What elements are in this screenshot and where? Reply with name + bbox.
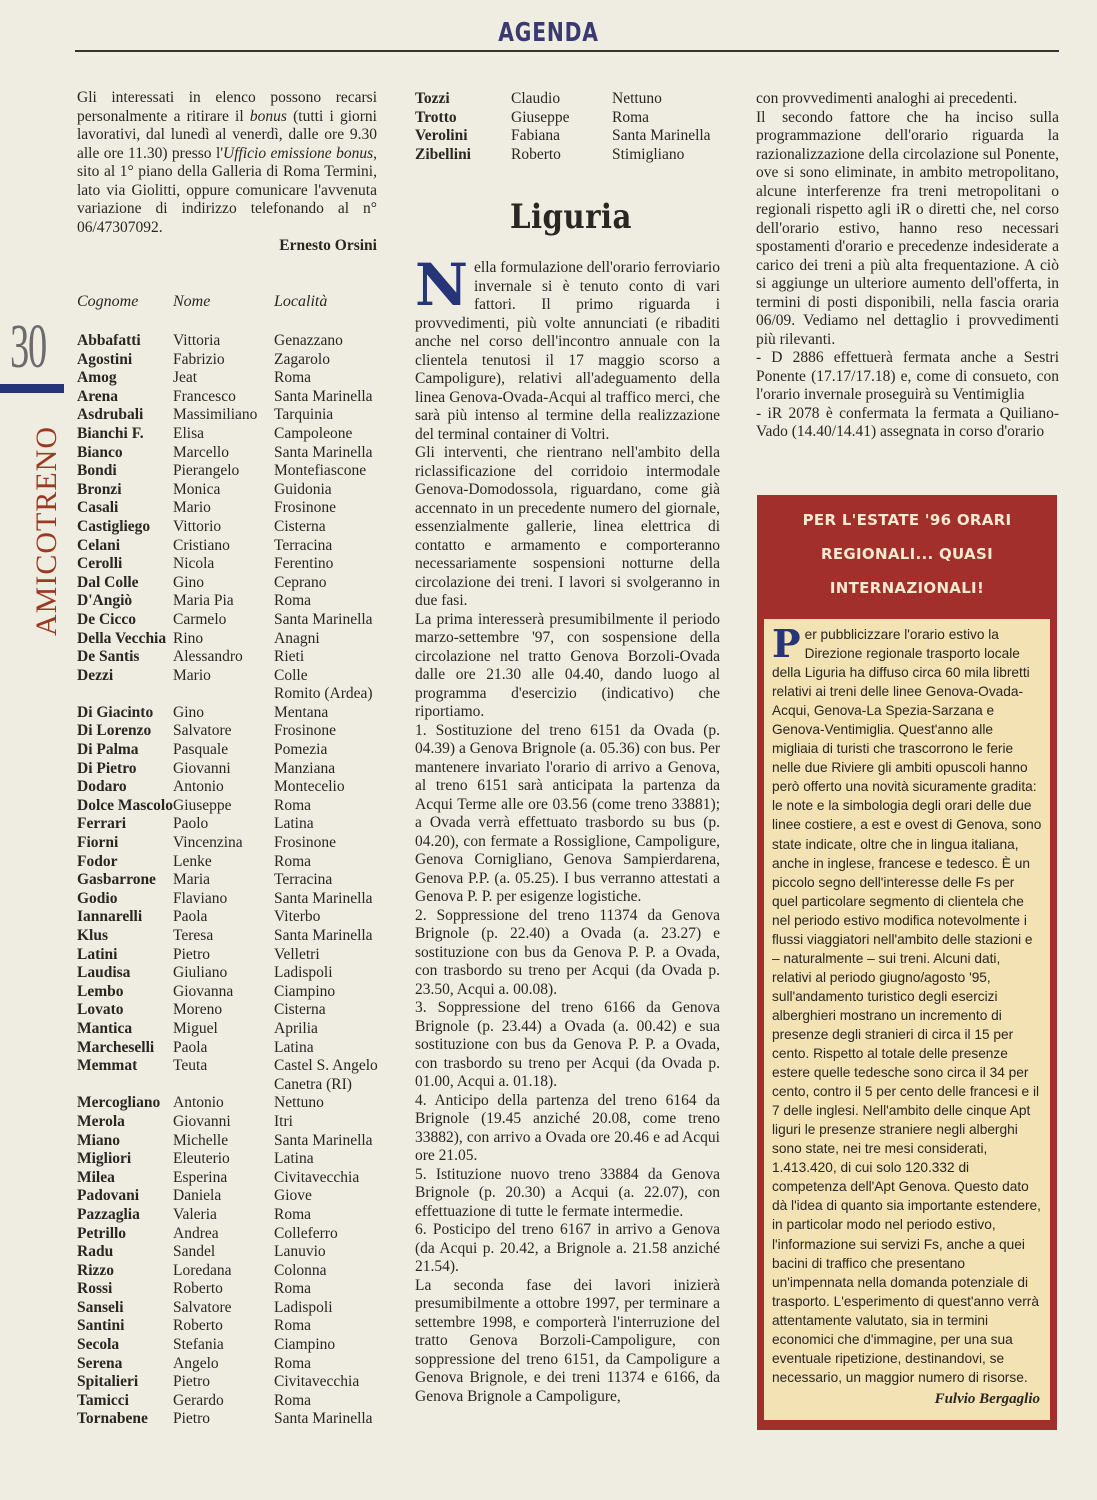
table-row [77, 946, 377, 965]
place-cell: Mentana [274, 703, 329, 721]
intro-text-c: , sito al 1° piano della Galleria di Roma Termini, lato via Giolitti, oppure comunicare l'avvenuta variazione di indirizzo telefonando al n° 06/47307092. [77, 144, 377, 236]
table-row [77, 983, 377, 1002]
name-cell: Vincenzina [173, 834, 243, 852]
intro-office: Ufficio emissione bonus [223, 144, 374, 162]
article-paragraph: 5. Istituzione nuovo treno 33884 da Genova Brignole (p. 20.30) a Acqui (a. 22.07), con effettuazione di tutte le fermate intermedie. [415, 1165, 720, 1220]
surname-cell: Lovato [77, 1001, 124, 1019]
name-cell: Elisa [173, 424, 204, 442]
surname-cell: Lembo [77, 982, 124, 1000]
article-paragraph: Il secondo fattore che ha inciso sulla programmazione dell'orario riguarda la razionalizzazione della circolazione sul Ponente, ove si sono eliminate, in ambito metropolitano, alcune interferenze fra treni metropolitani o regionali rispetto agli iR o diretti che, nel corso dell'orario estivo, hanno reso necessari spostamenti d'orario e precedenze indesiderate a carico dei treni a più alta frequentazione. A ciò si aggiunge un ulteriore aumento dell'offerta, in termini di posti disponibili, nella fascia oraria 06/09. Vediamo nel dettaglio i provvedimenti più rilevanti. [756, 108, 1059, 348]
place-cell: Roma [274, 1317, 312, 1335]
place-cell: Terracina [274, 536, 333, 554]
article-paragraph: 2. Soppressione del treno 11374 da Genova Brignole (p. 22.40) a Ovada (a. 23.27) e sostituzione con bus da Genova P. P. a Ovada, con trasbordo su treno per Acqui (da Ovada p. 23.50, Acqui a. 00.08). [415, 906, 720, 998]
table-row [77, 369, 377, 388]
name-cell: Monica [173, 480, 221, 498]
place-cell: Roma [274, 1280, 312, 1298]
place-cell: Tarquinia [274, 406, 334, 424]
surname-cell: Zibellini [415, 145, 471, 163]
box-title [757, 503, 1057, 605]
place-cell: Frosinone [274, 722, 336, 740]
place-cell: Castel S. Angelo [274, 1057, 378, 1075]
surname-cell: Santini [77, 1317, 125, 1335]
place-cell: Santa Marinella [274, 889, 373, 907]
place-cell: Campoleone [274, 424, 353, 442]
place-cell: Civitavecchia [274, 1168, 360, 1186]
table-row [77, 1392, 377, 1411]
surname-cell: Milea [77, 1168, 115, 1186]
name-cell: Lenke [173, 852, 212, 870]
box-title-line: REGIONALI... QUASI [821, 545, 993, 563]
surname-cell: Castigliego [77, 517, 151, 535]
table-row [77, 1094, 377, 1113]
table-row [415, 90, 725, 109]
table-row [77, 1206, 377, 1225]
name-cell: Paolo [173, 815, 209, 833]
table-row [77, 1169, 377, 1188]
place-cell: Colleferro [274, 1224, 338, 1242]
table-row [77, 815, 377, 834]
place-cell: Lanuvio [274, 1243, 326, 1261]
table-row [77, 1113, 377, 1132]
intro-text-a: Gli interessati in elenco possono recarsi personalmente a ritirare il [77, 89, 377, 125]
name-cell: Loredana [173, 1261, 232, 1279]
place-cell: Aprilia [274, 1019, 318, 1037]
table-row [77, 630, 377, 649]
table-row [77, 518, 377, 537]
people-list-continued [415, 90, 725, 164]
table-row [77, 351, 377, 370]
name-cell: Carmelo [173, 610, 227, 628]
place-cell: Montecelio [274, 778, 345, 796]
surname-cell: Della Vecchia [77, 629, 167, 647]
table-row [77, 499, 377, 518]
surname-cell: Di Giacinto [77, 703, 154, 721]
name-cell: Gerardo [173, 1391, 224, 1409]
header-surname: Cognome [77, 293, 139, 310]
surname-cell: Di Palma [77, 741, 139, 759]
name-cell: Giuseppe [511, 108, 570, 126]
surname-cell: Migliori [77, 1150, 132, 1168]
surname-cell: Arena [77, 387, 119, 405]
surname-cell: Marcheselli [77, 1038, 155, 1056]
table-row [77, 555, 377, 574]
box-dropcap: P [772, 621, 801, 666]
place-cell: Terracina [274, 871, 333, 889]
box-body [764, 619, 1050, 1420]
surname-cell: D'Angiò [77, 592, 133, 610]
name-cell: Salvatore [173, 1298, 232, 1316]
surname-cell: Serena [77, 1354, 123, 1372]
table-row [77, 592, 377, 611]
table-row [77, 462, 377, 481]
article-paragraph: Gli interventi, che rientrano nell'ambito della riclassificazione del corridoio intermodale Genova-Domodossola, riguardano, come già accennato in un precedente numero del giornale, essenzialmente gallerie, linea elettrica di contatto e armamento e comporteranno necessariamente sospensioni notturne della circolazione dei treni. I lavori si svolgeranno in due fasi. [415, 444, 720, 609]
name-cell: Teuta [173, 1057, 208, 1075]
name-cell: Daniela [173, 1187, 222, 1205]
name-cell: Roberto [511, 145, 561, 163]
table-row [77, 704, 377, 723]
table-row [77, 667, 377, 704]
surname-cell: Dodaro [77, 778, 127, 796]
surname-cell: Amog [77, 369, 117, 387]
place-cell: Santa Marinella [274, 610, 373, 628]
table-row [77, 481, 377, 500]
name-cell: Miguel [173, 1019, 218, 1037]
surname-cell: Iannarelli [77, 908, 143, 926]
place-cell: Santa Marinella [274, 1410, 373, 1428]
place-cell: Anagni [274, 629, 320, 647]
place-cell-line2: Canetra (RI) [274, 1075, 352, 1093]
surname-cell: Bronzi [77, 480, 122, 498]
surname-cell: Secola [77, 1336, 120, 1354]
table-row [415, 109, 725, 128]
place-cell: Ferentino [274, 555, 334, 573]
place-cell: Manziana [274, 759, 336, 777]
name-cell: Jeat [173, 369, 198, 387]
place-cell: Genazzano [274, 332, 343, 349]
place-cell: Latina [274, 1150, 314, 1168]
article-paragraph: 1. Sostituzione del treno 6151 da Ovada (p. 04.39) a Genova Brignole (a. 05.36) con bus. Per mantenere invariato l'orario di arrivo a Genova, al treno 6151 sarà anticipata la partenza da Acqui Terme alle ore 03.56 (come treno 33881); a Ovada verrà effettuato trasbordo su bus (p. 04.20), con fermate a Rossiglione, Campoligure, Genova Cornigliano, Genova Sampierdarena, Genova P.P. (a. 05.25). I bus verranno attestati a Genova P. P. per esigenze logistiche. [415, 721, 720, 905]
name-cell: Giovanna [173, 982, 234, 1000]
surname-cell: Klus [77, 927, 109, 944]
table-row [77, 760, 377, 779]
surname-cell: Verolini [415, 127, 468, 145]
table-row [77, 1243, 377, 1262]
table-row [77, 1317, 377, 1336]
table-row [77, 1355, 377, 1374]
surname-cell: Sanseli [77, 1298, 124, 1316]
table-row [77, 1299, 377, 1318]
name-cell: Giuseppe [173, 796, 232, 814]
liguria-heading: Liguria [510, 197, 632, 237]
name-cell: Nicola [173, 555, 215, 573]
name-cell: Pietro [173, 1410, 211, 1428]
surname-cell: Rizzo [77, 1261, 115, 1279]
surname-cell: Asdrubali [77, 406, 144, 424]
liguria-article-continued [756, 90, 1059, 442]
surname-cell: Abbafatti [77, 332, 141, 349]
surname-cell: Fodor [77, 852, 118, 870]
surname-cell: Radu [77, 1243, 114, 1261]
place-cell: Roma [274, 1391, 312, 1409]
name-cell: Esperina [173, 1168, 228, 1186]
table-row [77, 1280, 377, 1299]
header-place: Località [274, 293, 328, 310]
table-row [77, 1150, 377, 1169]
intro-signature: Ernesto Orsini [279, 237, 377, 254]
table-row [77, 1057, 377, 1094]
name-cell: Valeria [173, 1205, 217, 1223]
surname-cell: Dal Colle [77, 573, 139, 591]
surname-cell: Dezzi [77, 666, 114, 684]
surname-cell: Celani [77, 536, 121, 554]
table-row [77, 1039, 377, 1058]
table-row [77, 927, 377, 946]
place-cell: Roma [274, 592, 312, 610]
header-name: Nome [173, 293, 211, 310]
surname-cell: Petrillo [77, 1224, 127, 1242]
table-row [77, 537, 377, 556]
place-cell: Frosinone [274, 499, 336, 517]
magazine-brand: AMICOTRENO [30, 426, 63, 636]
table-row [77, 741, 377, 760]
table-row [77, 574, 377, 593]
surname-cell: Bianco [77, 443, 123, 461]
name-cell: Fabrizio [173, 350, 225, 368]
place-cell: Ladispoli [274, 1298, 333, 1316]
box-title-line: PER L'ESTATE '96 ORARI [802, 511, 1012, 529]
surname-cell: Latini [77, 945, 118, 963]
place-cell: Ciampino [274, 1336, 336, 1354]
name-cell: Francesco [173, 387, 236, 405]
intro-paragraph [77, 89, 377, 256]
section-title: AGENDA [498, 18, 599, 48]
table-row [77, 388, 377, 407]
place-cell: Roma [612, 108, 650, 126]
name-cell: Vittorio [173, 517, 222, 535]
name-cell: Pierangelo [173, 462, 240, 480]
surname-cell: De Cicco [77, 610, 136, 628]
surname-cell: Laudisa [77, 964, 131, 982]
name-cell: Vittoria [173, 332, 221, 349]
table-row [77, 406, 377, 425]
table-row [415, 146, 725, 165]
name-cell: Teresa [173, 927, 214, 944]
box-text [772, 621, 1042, 1387]
table-row [77, 1020, 377, 1039]
surname-cell: Tozzi [415, 90, 450, 107]
article-paragraph: La seconda fase dei lavori inizierà presumibilmente a ottobre 1997, per terminare a settembre 1998, e comporterà l'interruzione del tratto Genova Borzoli-Campoligure, con soppressione del treno 6151, da Campoligure a Genova Brignole, e dei treni 11374 e 6166, da Genova Brignole a Campoligure, [415, 1276, 720, 1405]
table-row [77, 871, 377, 890]
place-cell: Cisterna [274, 517, 326, 535]
place-cell: Latina [274, 815, 314, 833]
name-cell: Mario [173, 499, 211, 517]
intro-text-b: (tutti i giorni lavorativi, dal lunedì al venerdì, dalle ore 9.30 alle ore 11.30) presso l' [77, 107, 377, 162]
place-cell: Santa Marinella [274, 927, 373, 944]
box-title-line: INTERNAZIONALI! [829, 579, 985, 597]
name-cell: Moreno [173, 1001, 223, 1019]
place-cell: Roma [274, 369, 312, 387]
table-row [77, 797, 377, 816]
place-cell: Santa Marinella [612, 127, 711, 145]
box-signature: Fulvio Bergaglio [934, 1391, 1040, 1407]
place-cell: Colonna [274, 1261, 327, 1279]
liguria-article [415, 251, 720, 1406]
place-cell: Velletri [274, 945, 320, 963]
surname-cell: Bianchi F. [77, 424, 144, 442]
table-row [77, 1410, 377, 1429]
margin-bar [0, 384, 64, 393]
table-row [77, 834, 377, 853]
intro-bonus: bonus [249, 107, 287, 125]
surname-cell: Trotto [415, 108, 457, 126]
surname-cell: Ferrari [77, 815, 127, 833]
table-row [77, 1336, 377, 1355]
surname-cell: Dolce Mascolo [77, 796, 173, 814]
name-cell: Roberto [173, 1317, 223, 1335]
surname-cell: Bondi [77, 462, 117, 480]
table-row [77, 964, 377, 983]
place-cell: Ladispoli [274, 964, 333, 982]
surname-cell: Pazzaglia [77, 1205, 140, 1223]
name-cell: Roberto [173, 1280, 223, 1298]
name-cell: Pietro [173, 1373, 211, 1391]
table-row [77, 778, 377, 797]
name-cell: Eleuterio [173, 1150, 230, 1168]
surname-cell: De Santis [77, 648, 140, 666]
surname-cell: Spitalieri [77, 1373, 139, 1391]
name-cell: Sandel [173, 1243, 216, 1261]
surname-cell: Tornabene [77, 1410, 148, 1428]
place-cell: Roma [274, 852, 312, 870]
name-cell: Fabiana [511, 127, 561, 145]
header-rule [75, 50, 1059, 52]
table-row [77, 444, 377, 463]
name-cell: Stefania [173, 1336, 224, 1354]
place-cell: Ceprano [274, 573, 327, 591]
box-paragraph: er pubblicizzare l'orario estivo la Direzione regionale trasporto locale della Liguria ha diffuso circa 60 mila libretti relativi ai treni delle linee Genova-Ovada-Acqui, Genova-La Spezia-Sarzana e Genova-Ventimiglia. Quest'anno alle migliaia di turisti che trascorrono le ferie nelle due Riviere gli ambiti opuscoli hanno però offerto una novità sicuramente gradita: le note e la simbologia degli orari delle due linee costiere, a est e ovest di Genova, sono state indicate, oltre che in lingua italiana, anche in inglese, francese e tedesco. È un piccolo segno dell'interesse delle Fs per quel particolare segmento di clientela che nel periodo estivo modifica notevolmente i flussi viaggiatori nell'ambito delle stazioni e – naturalmente – sui treni. Alcuni dati, relativi al periodo giugno/agosto '95, sull'andamento turistico degli esercizi alberghieri mostrano un incremento di presenze degli stranieri di circa il 15 per cento. Rispetto al totale delle presenze estere quelle tedesche sono circa il 34 per cento, contro il 5 per cento delle francesi e il 7 delle inglesi. Nell'ambito delle cinque Apt liguri le presenze straniere negli alberghi sono state, nei tre mesi considerati, 1.413.420, di cui solo 120.332 di competenza dell'Apt Genova. Questo dato dà l'idea di quanto sia importante estendere, in particolar modo nel periodo estivo, l'informazione sui servizi Fs, anche a quei bacini di traffico che presentano un'impennata nella domanda potenziale di trasporto. L'esperimento di quest'anno verrà attentamente valutato, sia in termini economici che d'immagine, per una sua eventuale ripetizione, destinandovi, se necessario, un maggior numero di risorse. [772, 627, 1042, 1385]
place-cell: Roma [274, 1205, 312, 1223]
place-cell: Ciampino [274, 982, 336, 1000]
place-cell: Nettuno [274, 1094, 324, 1112]
surname-cell: Cerolli [77, 555, 123, 573]
place-cell: Colle [274, 666, 308, 684]
surname-cell: Memmat [77, 1057, 138, 1075]
table-row [77, 908, 377, 927]
name-cell: Cristiano [173, 536, 230, 554]
place-cell: Pomezia [274, 741, 328, 759]
place-cell: Roma [274, 1354, 312, 1372]
place-cell: Frosinone [274, 834, 336, 852]
name-cell: Giuliano [173, 964, 228, 982]
surname-cell: Di Lorenzo [77, 722, 152, 740]
surname-cell: Fiorni [77, 834, 119, 852]
surname-cell: Di Pietro [77, 759, 137, 777]
surname-cell: Gasbarrone [77, 871, 156, 889]
name-cell: Massimiliano [173, 406, 258, 424]
table-row [77, 722, 377, 741]
table-row [77, 890, 377, 909]
name-cell: Gino [173, 573, 204, 591]
table-row [77, 1187, 377, 1206]
place-cell: Itri [274, 1112, 293, 1130]
surname-cell: Miano [77, 1131, 121, 1149]
surname-cell: Rossi [77, 1280, 113, 1298]
table-row [77, 648, 377, 667]
name-cell: Antonio [173, 1094, 224, 1112]
liguria-dropcap: N [415, 251, 469, 319]
name-cell: Alessandro [173, 648, 243, 666]
table-row [77, 1225, 377, 1244]
place-cell: Viterbo [274, 908, 321, 926]
name-cell: Andrea [173, 1224, 219, 1242]
article-paragraph: La prima interesserà presumibilmente il periodo marzo-settembre '97, con sospensione della circolazione nel tratto Genova Borzoli-Ovada dalle ore 21.30 alle 04.40, dando luogo al programma d'esercizio (indicativo) che riportiamo. [415, 610, 720, 720]
place-cell: Latina [274, 1038, 314, 1056]
place-cell: Stimigliano [612, 145, 685, 163]
table-row [77, 1132, 377, 1151]
table-row [77, 425, 377, 444]
surname-cell: Mantica [77, 1019, 133, 1037]
name-cell: Giovanni [173, 1112, 231, 1130]
name-cell: Pasquale [173, 741, 229, 759]
place-cell: Giove [274, 1187, 312, 1205]
surname-cell: Merola [77, 1112, 125, 1130]
article-paragraph: 4. Anticipo della partenza del treno 6164 da Brignole (19.45 anziché 20.08, come treno 33882), con arrivo a Ovada ore 20.46 e ad Acqui ore 21.05. [415, 1091, 720, 1164]
place-cell: Nettuno [612, 90, 662, 107]
surname-cell: Casali [77, 499, 119, 517]
name-cell: Maria Pia [173, 592, 234, 610]
article-paragraph: - D 2886 effettuerà fermata anche a Sestri Ponente (17.17/17.18) e, come di consueto, con l'orario invernale proseguirà su Ventimiglia [756, 349, 1059, 403]
name-cell: Angelo [173, 1354, 219, 1372]
table-row [415, 127, 725, 146]
surname-cell: Agostini [77, 350, 133, 368]
table-row [77, 1262, 377, 1281]
name-cell: Giovanni [173, 759, 231, 777]
place-cell: Civitavecchia [274, 1373, 360, 1391]
page-number: 30 [10, 313, 46, 381]
people-list [77, 332, 377, 1429]
place-cell-line2: Romito (Ardea) [274, 685, 373, 703]
surname-cell: Tamicci [77, 1391, 129, 1409]
name-cell: Mario [173, 666, 211, 684]
name-cell: Salvatore [173, 722, 232, 740]
name-cell: Paola [173, 908, 208, 926]
name-cell: Paola [173, 1038, 208, 1056]
place-cell: Zagarolo [274, 350, 330, 368]
name-cell: Michelle [173, 1131, 229, 1149]
table-row [77, 853, 377, 872]
place-cell: Santa Marinella [274, 1131, 373, 1149]
name-cell: Claudio [511, 90, 561, 107]
name-cell: Pietro [173, 945, 211, 963]
place-cell: Santa Marinella [274, 443, 373, 461]
surname-cell: Mercogliano [77, 1094, 161, 1112]
surname-cell: Padovani [77, 1187, 140, 1205]
place-cell: Guidonia [274, 480, 332, 498]
article-paragraph-first: ella formulazione dell'orario ferroviario invernale si è tenuto conto di vari fattori. Il primo riguarda i provvedimenti, più volte annunciati (e ribaditi anche nel corso dell'incontro annuale con la clientela tenutosi il 17 maggio scorso a Campoligure), relativi all'adeguamento della linea Genova-Ovada-Acqui al traffico merci, che sarà più intenso al termine della realizzazione del terminal container di Voltri. [415, 259, 720, 443]
name-cell: Antonio [173, 778, 224, 796]
place-cell: Cisterna [274, 1001, 326, 1019]
table-row [77, 1373, 377, 1392]
table-row [77, 611, 377, 630]
place-cell: Montefiascone [274, 462, 367, 480]
article-paragraph: - iR 2078 è confermata la fermata a Quiliano-Vado (14.40/14.41) assegnata in corso d'orario [756, 404, 1059, 440]
summer-timetable-box [757, 495, 1057, 1430]
name-cell: Flaviano [173, 889, 228, 907]
table-row [77, 1001, 377, 1020]
article-paragraph: 3. Soppressione del treno 6166 da Genova Brignole (p. 23.44) a Ovada (a. 00.42) e sua sostituzione con bus da Genova P. P. a Ovada, con trasbordo su treno per Acqui (da Ovada p. 01.00, Acqui a. 01.18). [415, 999, 720, 1090]
name-cell: Gino [173, 703, 204, 721]
table-row [77, 332, 377, 351]
name-cell: Maria [173, 871, 211, 889]
place-cell: Roma [274, 796, 312, 814]
place-cell: Rieti [274, 648, 305, 666]
surname-cell: Godio [77, 889, 118, 907]
article-paragraph: con provvedimenti analoghi ai precedenti. [756, 90, 1018, 107]
name-cell: Rino [173, 629, 204, 647]
article-paragraph: 6. Posticipo del treno 6167 in arrivo a Genova (da Acqui p. 20.42, a Brignole a. 21.58 anziché 21.54). [415, 1221, 720, 1275]
name-cell: Marcello [173, 443, 229, 461]
place-cell: Santa Marinella [274, 387, 373, 405]
